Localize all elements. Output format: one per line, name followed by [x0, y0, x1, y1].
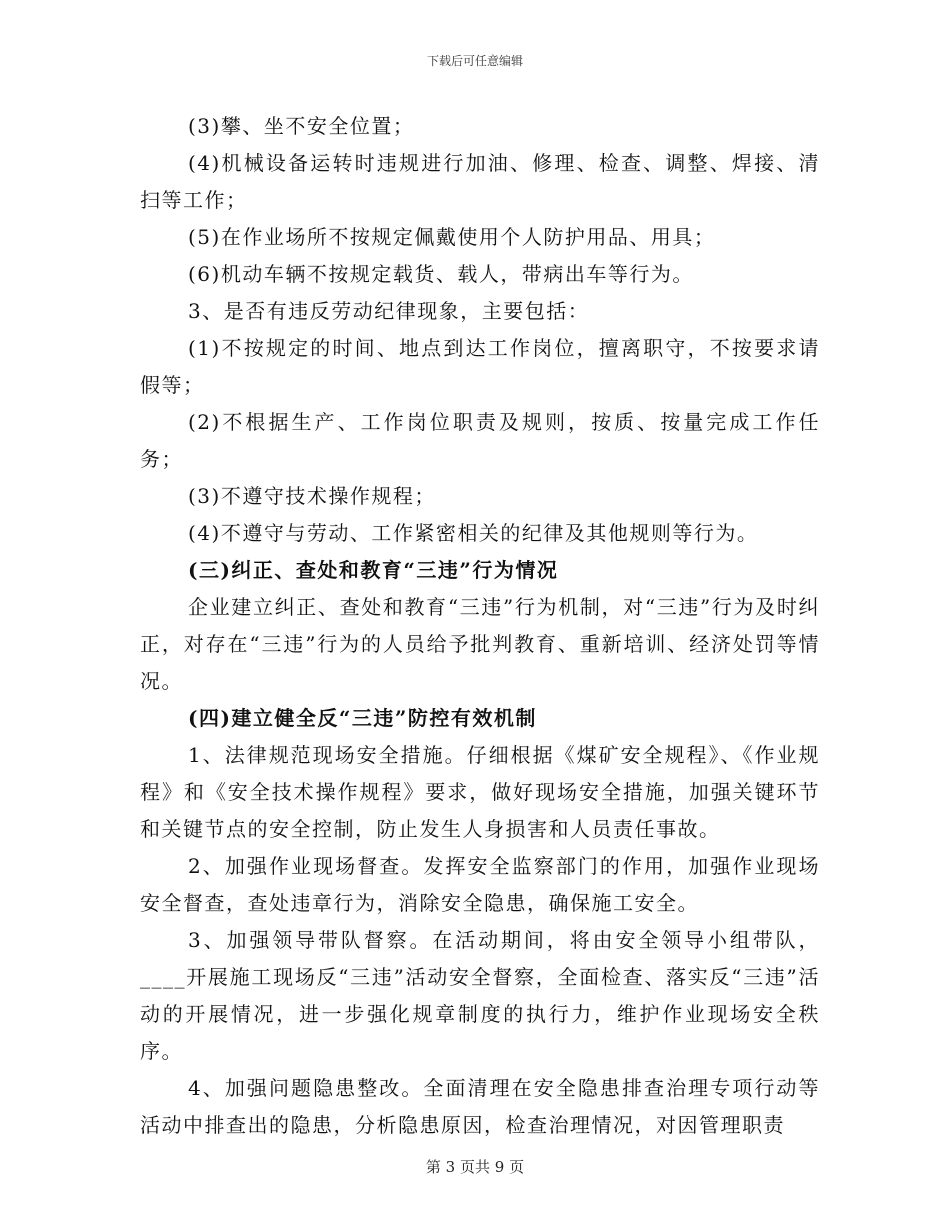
- paragraph: 1、法律规范现场安全措施。仔细根据《煤矿安全规程》、《作业规程》和《安全技术操作规程》要求，做好现场安全措施，加强关键环节和关键节点的安全控制，防止发生人身损害和人员责任事故。: [140, 743, 820, 841]
- page-footer: 第 3 页共 9 页: [425, 1158, 525, 1176]
- paragraph: 3、是否有违反劳动纪律现象，主要包括：: [188, 299, 590, 323]
- paragraph: 2、加强作业现场督查。发挥安全监察部门的作用，加强作业现场安全督查，查处违章行为，消除安全隐患，确保施工安全。: [140, 854, 820, 915]
- paragraph: (4)不遵守与劳动、工作紧密相关的纪律及其他规则等行为。: [188, 521, 759, 545]
- paragraph: (2)不根据生产、工作岗位职责及规则，按质、按量完成工作任务；: [140, 410, 820, 471]
- section-heading: (四)建立健全反“三违”防控有效机制: [188, 706, 537, 730]
- paragraph: (5)在作业场所不按规定佩戴使用个人防护用品、用具；: [188, 225, 716, 249]
- paragraph: (1)不按规定的时间、地点到达工作岗位，擅离职守，不按要求请假等；: [140, 336, 820, 397]
- page-header: 下载后可任意编辑: [426, 54, 523, 68]
- document-body: [140, 108, 820, 1144]
- paragraph: (3)攀、坐不安全位置；: [188, 114, 415, 138]
- paragraph: 3、加强领导带队督察。在活动期间，将由安全领导小组带队，____开展施工现场反“三违”活动安全督察，全面检查、落实反“三违”活动的开展情况，进一步强化规章制度的执行力，维护作业现场安全秩序。: [140, 928, 820, 1063]
- section-heading: (三)纠正、查处和教育“三违”行为情况: [188, 558, 559, 582]
- paragraph: (6)机动车辆不按规定载货、载人，带病出车等行为。: [188, 262, 694, 286]
- paragraph: (4)机械设备运转时违规进行加油、修理、检查、调整、焊接、清扫等工作；: [140, 151, 820, 212]
- paragraph: 4、加强问题隐患整改。全面清理在安全隐患排查治理专项行动等活动中排查出的隐患，分析隐患原因，检查治理情况，对因管理职责: [140, 1076, 820, 1137]
- paragraph: 企业建立纠正、查处和教育“三违”行为机制，对“三违”行为及时纠正，对存在“三违”行为的人员给予批判教育、重新培训、经济处罚等情况。: [140, 595, 820, 693]
- paragraph: (3)不遵守技术操作规程；: [188, 484, 436, 508]
